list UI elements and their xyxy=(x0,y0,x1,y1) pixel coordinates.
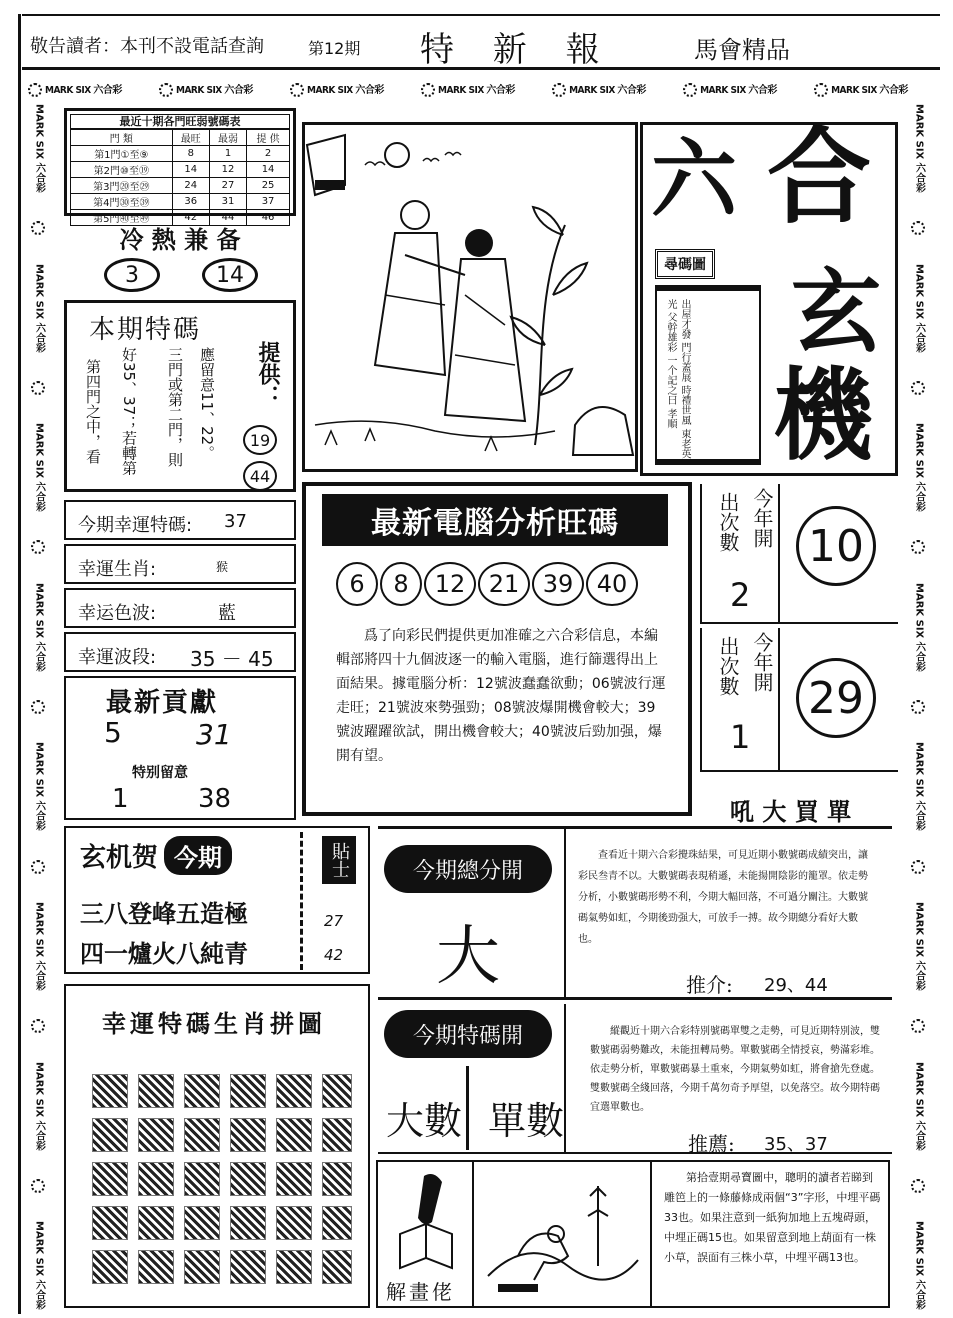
brand-label: MARK SIX 六合彩 xyxy=(33,582,45,672)
table-cell: 14 xyxy=(172,162,209,178)
contribution-panel xyxy=(64,676,296,820)
contribution-number: 38 xyxy=(198,784,232,814)
puzzle-tile xyxy=(276,1118,312,1152)
flower-icon xyxy=(421,83,435,97)
divider xyxy=(700,484,702,624)
computer-number: 6 xyxy=(336,562,378,606)
flower-icon xyxy=(31,1019,45,1033)
brand-label: MARK SIX 六合彩 xyxy=(913,1061,925,1151)
brand-label xyxy=(159,81,253,97)
flower-icon xyxy=(552,83,566,97)
xuanji-title-a: 玄机贺 xyxy=(80,843,159,873)
brand-label: MARK SIX 六合彩 xyxy=(913,104,925,193)
puzzle-tile xyxy=(92,1118,128,1152)
xuanji-tie-value: 42 xyxy=(324,946,344,964)
flower-icon xyxy=(911,540,925,554)
table-row xyxy=(71,194,290,210)
special-col: 第四門之中，看 xyxy=(84,359,102,464)
table-cell: 14 xyxy=(247,162,290,178)
puzzle-tile xyxy=(230,1074,266,1108)
special-provide-label: 提供： xyxy=(255,341,281,407)
zodiac-puzzle-title: 幸運特碼生肖拼圖 xyxy=(102,1009,326,1038)
brand-text: MARK SIX 六合彩 xyxy=(307,85,384,96)
puzzle-tile xyxy=(322,1162,352,1196)
flower-icon xyxy=(31,540,45,554)
special-open-right: 單數 xyxy=(488,1099,565,1143)
brand-label: MARK SIX 六合彩 xyxy=(33,901,45,991)
flower-icon xyxy=(683,83,697,97)
puzzle-tile xyxy=(322,1118,352,1152)
lucky-zodiac-row xyxy=(64,544,296,584)
flower-icon xyxy=(28,83,42,97)
table-row xyxy=(71,178,290,194)
table-header: 最弱 xyxy=(209,130,246,146)
total-open-label: 今期總分開 xyxy=(384,845,552,893)
special-number: 19 xyxy=(243,425,277,455)
flower-icon xyxy=(911,860,925,874)
special-open-text: 縱觀近十期六合彩特別號碼單雙之走勢，可見近期特別波，雙數號碼弱勢難改，未能扭轉局勢。單數號碼全情授哀，勢滿彩堆。依走勢分析，單數號碼暴土重來，今期氣勢如虹，將會搶先登處。雙數號碼全綫回落，今期千萬勿奇予厚望，以免落空。故今期特碼宜選單數也。 xyxy=(590,1026,880,1113)
puzzle-tile xyxy=(276,1250,312,1284)
divider xyxy=(466,1066,469,1150)
total-open-value: 大 xyxy=(436,920,500,994)
liuhe-big-char: 合 xyxy=(767,115,872,238)
brand-text: MARK SIX 六合彩 xyxy=(176,85,253,96)
lucky-range-label: 幸運波段: xyxy=(78,647,157,668)
puzzle-tile xyxy=(184,1206,220,1240)
divider xyxy=(650,1162,652,1306)
brand-label: MARK SIX 六合彩 xyxy=(33,423,45,512)
picture-explain-panel xyxy=(376,1160,890,1308)
computer-title: 最新電腦分析旺碼 xyxy=(322,494,668,546)
table-cell: 31 xyxy=(209,194,246,210)
shout-buy-title: 吼 大 買 單 xyxy=(730,797,852,826)
table-row xyxy=(71,162,290,178)
xuanji-line: 三八登峰五造極 xyxy=(80,899,248,928)
brand-text: MARK SIX 六合彩 xyxy=(831,85,908,96)
xuanji-panel xyxy=(64,826,370,974)
divider xyxy=(778,628,780,772)
brand-text: MARK SIX 六合彩 xyxy=(700,85,777,96)
special-col: 應留意11、22。 xyxy=(198,347,216,461)
liuhe-tag: 尋碼圖 xyxy=(655,249,715,279)
brand-label: MARK SIX 六合彩 xyxy=(33,742,45,832)
computer-analysis-panel xyxy=(302,482,692,816)
xuanji-line: 四一爐火八純青 xyxy=(80,939,248,968)
puzzle-tile xyxy=(138,1206,174,1240)
table-header: 提 供 xyxy=(247,130,290,146)
contribution-title: 最新貢獻 xyxy=(106,688,219,718)
puzzle-tile xyxy=(184,1118,220,1152)
table-cell: 2 xyxy=(247,146,290,162)
brand-text: MARK SIX 六合彩 xyxy=(438,85,515,96)
flower-icon xyxy=(290,83,304,97)
flower-icon xyxy=(31,860,45,874)
special-col: 好35、37；若轉第 xyxy=(120,347,138,476)
divider xyxy=(700,628,702,772)
puzzle-tile xyxy=(322,1250,352,1284)
brand-label xyxy=(28,81,122,97)
header-notice: 敬告讀者：本刊不設電話查詢 xyxy=(30,36,264,57)
this-year-number: 10 xyxy=(796,506,876,586)
brand-label: MARK SIX 六合彩 xyxy=(913,742,925,832)
table-cell: 8 xyxy=(172,146,209,162)
table-cell: 1 xyxy=(209,146,246,162)
special-open-panel xyxy=(378,1004,892,1154)
puzzle-tile xyxy=(230,1118,266,1152)
this-year-col: 今年開 xyxy=(750,632,774,692)
puzzle-tile xyxy=(230,1250,266,1284)
this-year-panel-2 xyxy=(700,628,898,772)
table-cell: 24 xyxy=(172,178,209,194)
flower-icon xyxy=(31,221,45,235)
this-year-col: 出次數 xyxy=(716,492,740,552)
table-cell: 27 xyxy=(209,178,246,194)
lucky-color-value: 藍 xyxy=(218,603,236,624)
liuhe-scroll-text: 出屋才發 門行蓋展 時禮世風 東老英光 父幹雄彩 一个記之曰 孝順 xyxy=(665,299,690,459)
zodiac-puzzle-panel xyxy=(64,984,370,1308)
picture-explain-text: 第拾壹期尋寶圖中，聰明的讀者若睇到雕笆上的一條藤條成兩個“3”字形，中埋平碼33也。如果注意到一紙狗加地上五塊碍頭，中埋正碼15也。如果留意到地上葫面有一株小草，誤面有三株小草，中埋平碼13也。 xyxy=(664,1171,881,1264)
puzzle-tile xyxy=(92,1162,128,1196)
puzzle-tile xyxy=(184,1250,220,1284)
table-cell: 44 xyxy=(209,210,246,226)
xuanji-tie-label: 貼士 xyxy=(322,836,356,884)
xuanji-tie-value: 27 xyxy=(324,912,344,930)
computer-text: 爲了向彩民們提供更加准確之六合彩信息，本編輯部將四十九個波逐一的輸入電腦，進行篩選得出上面結果。據電腦分析：12號波蠢蠢欲動；06號波行運走旺；21號波來勢强勁；08號波爆開機會較大；39號波躍躍欲試，開出機會較大；40號波后勁加强，爆開有望。 xyxy=(336,628,666,764)
puzzle-tile xyxy=(184,1162,220,1196)
table-cell: 46 xyxy=(247,210,290,226)
lucky-special-label: 今期幸運特碼: xyxy=(78,515,193,536)
liuhe-xuanji-panel xyxy=(640,115,898,476)
computer-number: 21 xyxy=(478,562,530,606)
brand-label: MARK SIX 六合彩 xyxy=(33,1221,45,1310)
lucky-zodiac-label: 幸運生肖: xyxy=(78,559,157,580)
flower-icon xyxy=(159,83,173,97)
brand-label xyxy=(552,81,646,97)
table-cell: 37 xyxy=(247,194,290,210)
table-cell: 36 xyxy=(172,194,209,210)
brand-label: MARK SIX 六合彩 xyxy=(913,1221,925,1310)
table-cell: 第3門⑳至㉙ xyxy=(71,178,173,194)
puzzle-tile xyxy=(138,1074,174,1108)
rank-table-panel xyxy=(64,108,296,225)
flower-icon xyxy=(31,381,45,395)
xuanji-divider xyxy=(300,832,303,970)
brand-label: MARK SIX 六合彩 xyxy=(913,582,925,672)
puzzle-tile xyxy=(138,1162,174,1196)
puzzle-tile xyxy=(230,1162,266,1196)
table-cell: 第4門㉚至㊴ xyxy=(71,194,173,210)
puzzle-tile xyxy=(92,1074,128,1108)
header-bar xyxy=(22,14,940,70)
puzzle-tile xyxy=(92,1250,128,1284)
puzzle-tile xyxy=(276,1074,312,1108)
total-open-recommend: 29、44 xyxy=(764,975,828,996)
lucky-range-value: 35 － 45 xyxy=(190,647,274,671)
table-cell: 第2門⑩至⑲ xyxy=(71,162,173,178)
total-open-text: 查看近十期六合彩攪珠結果，可見近期小數號碼成績突出，讓彩民叁青不以。大數號碼表現稍遜，未能揚開陰影的籠罩。依走勢分析，小數號碼形勢不利，今期大幅回落，不可過分關注。大數號碼氣勢如虹，今期後勁强大，可放手一搏。故今期總分看好大數也。 xyxy=(578,850,868,945)
brand-strip-top xyxy=(28,76,908,102)
flower-icon xyxy=(911,381,925,395)
xuanji-title xyxy=(80,836,232,875)
flower-icon xyxy=(911,1019,925,1033)
special-col: 三門或第二門，則 xyxy=(166,347,184,467)
liuhe-big-char: 六 xyxy=(651,129,737,230)
puzzle-tile xyxy=(230,1206,266,1240)
scholars-scene-image xyxy=(305,125,635,469)
brand-label: MARK SIX 六合彩 xyxy=(33,104,45,193)
liuhe-scroll xyxy=(655,285,761,465)
zodiac-puzzle-grid xyxy=(92,1074,352,1294)
divider xyxy=(778,484,780,624)
brand-strip-left xyxy=(26,104,52,1310)
contribution-number: 1 xyxy=(112,784,129,814)
this-issue-special-panel xyxy=(64,300,296,492)
brand-label: MARK SIX 六合彩 xyxy=(33,1061,45,1151)
contribution-number: 31 xyxy=(196,718,232,751)
brand-label: MARK SIX 六合彩 xyxy=(913,901,925,991)
this-year-panel-1 xyxy=(700,484,898,624)
brand-label xyxy=(683,81,777,97)
table-header: 門 類 xyxy=(71,130,173,146)
hot-cold-title: 冷 熱 兼 备 xyxy=(119,225,241,254)
liuhe-big-char: 機 xyxy=(773,356,873,474)
this-year-col: 今年開 xyxy=(750,488,774,548)
table-cell: 第1門①至⑨ xyxy=(71,146,173,162)
total-open-panel xyxy=(378,826,892,1000)
table-cell: 25 xyxy=(247,178,290,194)
table-header: 最旺 xyxy=(172,130,209,146)
brand-label xyxy=(814,81,908,97)
computer-number: 12 xyxy=(424,562,476,606)
brand-label: MARK SIX 六合彩 xyxy=(913,263,925,353)
special-title: 本期特碼 xyxy=(89,315,202,345)
header-subtitle: 馬會精品 xyxy=(694,36,790,64)
book-hand-icon xyxy=(380,1164,472,1272)
treasure-map-image xyxy=(478,1166,648,1304)
header-issue: 第12期 xyxy=(308,39,361,58)
special-number: 44 xyxy=(243,461,277,491)
special-open-left: 大數 xyxy=(386,1099,463,1143)
computer-numbers xyxy=(336,562,638,606)
brand-strip-right xyxy=(904,104,934,1310)
this-year-count: 2 xyxy=(730,576,751,614)
hot-cold-panel xyxy=(64,218,296,298)
lucky-range-row xyxy=(64,632,296,672)
picture-explain-label: 解畫佬 xyxy=(386,1280,455,1304)
puzzle-tile xyxy=(92,1206,128,1240)
special-open-recommend: 35、37 xyxy=(764,1134,828,1155)
flower-icon xyxy=(911,221,925,235)
table-cell: 42 xyxy=(172,210,209,226)
puzzle-tile xyxy=(184,1074,220,1108)
puzzle-tile xyxy=(276,1206,312,1240)
hot-cold-number: 3 xyxy=(104,258,160,292)
brand-label: MARK SIX 六合彩 xyxy=(913,423,925,512)
contribution-note: 特别留意 xyxy=(132,765,188,781)
lucky-color-row xyxy=(64,588,296,628)
flower-icon xyxy=(31,700,45,714)
puzzle-tile xyxy=(138,1118,174,1152)
contribution-number: 5 xyxy=(104,716,122,749)
rank-table-title: 最近十期各門旺弱號碼表 xyxy=(70,114,290,129)
puzzle-tile xyxy=(138,1250,174,1284)
this-year-col: 出次數 xyxy=(716,636,740,696)
header-title: 特 新 報 xyxy=(420,30,614,70)
this-year-count: 1 xyxy=(730,718,751,756)
flower-icon xyxy=(31,1179,45,1193)
picture-explain-icon-area xyxy=(378,1162,474,1306)
brand-label: MARK SIX 六合彩 xyxy=(33,263,45,353)
scholar-illustration xyxy=(302,122,638,472)
computer-number: 8 xyxy=(380,562,422,606)
lucky-color-label: 幸运色波: xyxy=(78,603,157,624)
special-open-label: 今期特碼開 xyxy=(384,1010,552,1058)
special-open-recommend-label: 推薦: xyxy=(688,1132,735,1156)
puzzle-tile xyxy=(322,1206,352,1240)
computer-number: 39 xyxy=(532,562,584,606)
xuanji-title-b: 今期 xyxy=(164,836,232,875)
puzzle-tile xyxy=(276,1162,312,1196)
table-row xyxy=(71,146,290,162)
brand-label xyxy=(290,81,384,97)
brand-text: MARK SIX 六合彩 xyxy=(569,85,646,96)
lucky-zodiac-value: 猴 xyxy=(216,560,229,574)
brand-text: MARK SIX 六合彩 xyxy=(45,85,122,96)
divider xyxy=(564,829,566,997)
lucky-special-row xyxy=(64,500,296,540)
table-header-row xyxy=(71,130,290,146)
puzzle-tile xyxy=(322,1074,352,1108)
rank-table xyxy=(70,129,290,226)
flower-icon xyxy=(911,1179,925,1193)
hot-cold-number: 14 xyxy=(202,258,258,292)
flower-icon xyxy=(814,83,828,97)
this-year-number: 29 xyxy=(796,658,876,738)
liuhe-big-char: 玄 xyxy=(791,259,881,365)
lucky-special-value: 37 xyxy=(224,511,247,532)
brand-label xyxy=(421,81,515,97)
total-open-recommend-label: 推介: xyxy=(686,973,733,997)
computer-number: 40 xyxy=(586,562,638,606)
divider xyxy=(564,1004,566,1152)
flower-icon xyxy=(911,700,925,714)
table-cell: 12 xyxy=(209,162,246,178)
table-cell: 第5門㊵至㊾ xyxy=(71,210,173,226)
